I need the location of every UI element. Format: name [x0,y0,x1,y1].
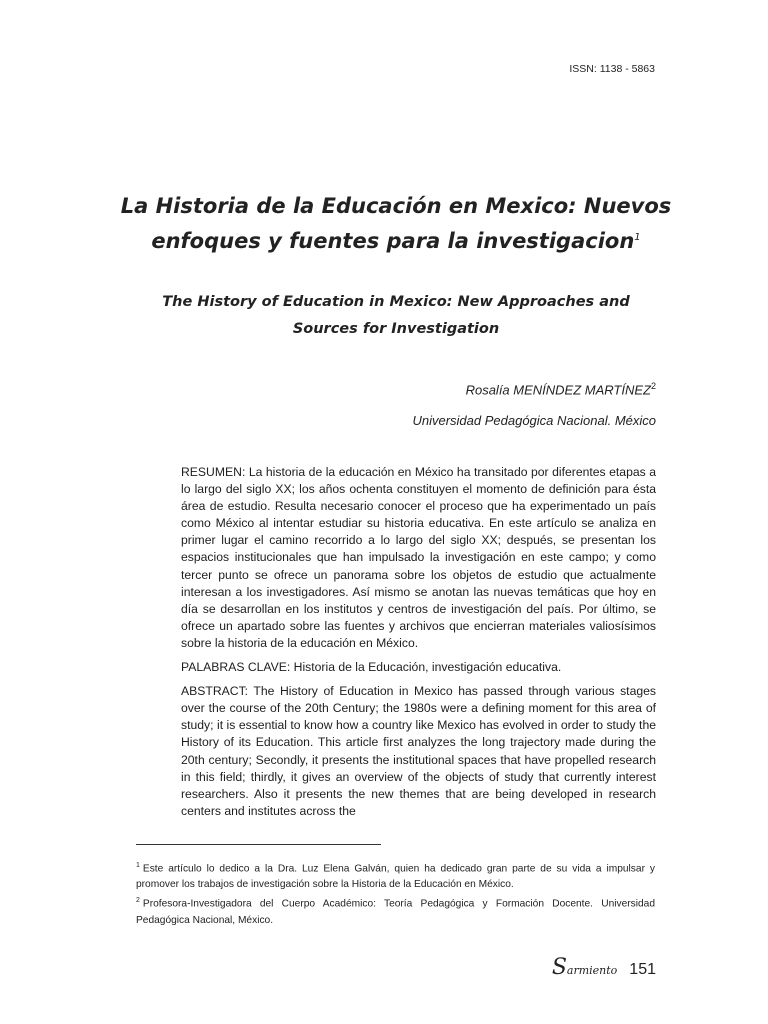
footnote-1 [136,858,655,893]
footnote-1-text: Este artículo lo dedico a la Dra. Luz Elena Galván, quien ha dedicado gran parte de su vida a impulsar y promover los trabajos de investigación sobre la Historia de la Educación en México. [136,863,655,891]
footnote-2-mark: 2 [136,897,140,905]
palabras-clave-paragraph: PALABRAS CLAVE: Historia de la Educación, investigación educativa. [181,660,562,675]
article-title-english: The History of Education in Mexico: New Approaches and Sources for Investigation [162,294,630,337]
journal-logo [552,955,617,980]
footnote-1-mark: 1 [136,862,140,869]
author-affiliation: Universidad Pedagógica Nacional. México [412,413,656,428]
author-footnote-mark[interactable]: 2 [650,381,656,391]
abstract-section [181,464,656,827]
author-name [466,381,656,397]
abstract-paragraph: ABSTRACT: The History of Education in Mexico has passed through various stages over the course of the 20th Century; the 1980s were a defining moment for this area of study; it is essential to know how a country like Mexico has evolved in order to study the History of its Education. This article first analyzes the long trajectory made during the 20th century; Secondly, it presents the institutional spaces that have propelled research in this field; thirdly, it gives an overview of the objects of study that currently interest researchers. Also it presents the new themes that are being developed in research centers and institutes across the [181,684,656,818]
author-name-text: Rosalía MENÍNDEZ MARTÍNEZ [465,382,651,398]
footnote-divider [136,844,381,845]
page-footer [552,955,656,980]
journal-logo-initial: S [551,955,567,980]
footnote-2-text: Profesora-Investigadora del Cuerpo Académico: Teoría Pedagógica y Formación Docente. Universidad Pedagógica Nacional, México. [136,898,655,926]
journal-logo-rest: armiento [566,964,618,977]
issn-label: ISSN: 1138 - 5863 [569,63,655,75]
footnotes-section [136,858,655,929]
title-footnote-mark[interactable]: 1 [634,232,641,243]
page-number: 151 [629,961,656,978]
title-es-text: La Historia de la Educación en Mexico: Nuevos enfoques y fuentes para la investigacion [120,194,672,253]
footnote-2 [136,893,655,928]
article-title-spanish [120,190,672,257]
resumen-paragraph: RESUMEN: La historia de la educación en México ha transitado por diferentes etapas a lo largo del siglo XX; los años ochenta constituyen el momento de definición para ésta área de estudio. Resulta necesario conocer el proceso que ha experimentado un país como México al intentar estudiar su historia educativa. En este artículo se analiza en primer lugar el camino recorrido a lo largo del siglo XX; después, se presentan los espacios institucionales que han impulsado la investigación en este campo; y como tercer punto se ofrece un panorama sobre los objetos de estudio que actualmente interesan a los investigadores. Así mismo se anotan las nuevas temáticas que hoy en día se desarrollan en los institutos y centros de investigación del país. Por último, se ofrece un apartado sobre las fuentes y archivos que encierran materiales valiosísimos sobre la historia de la educación en México. [181,465,656,650]
